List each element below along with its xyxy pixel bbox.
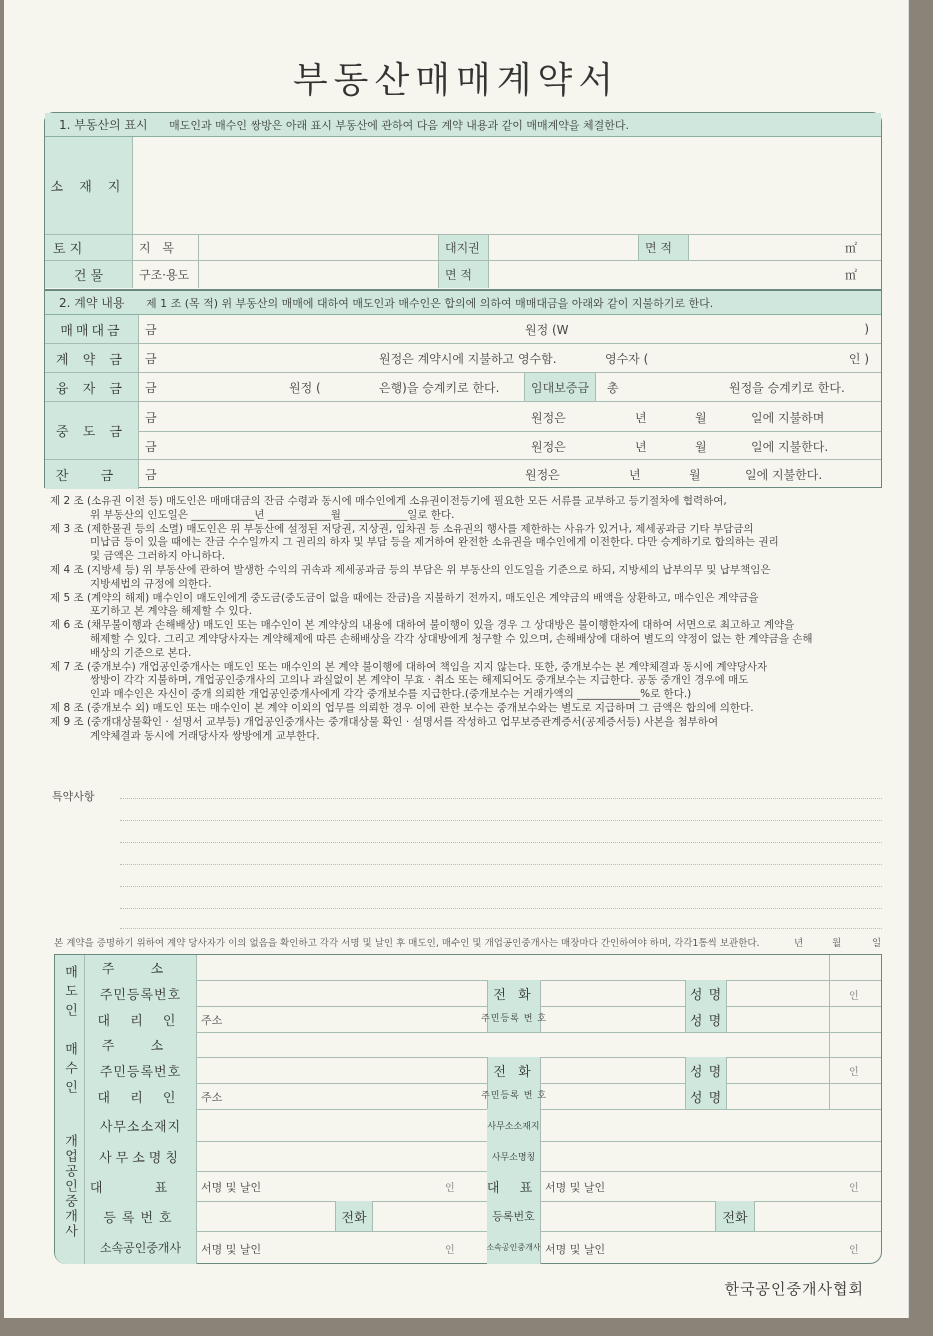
signing-note-text: 본 계약을 증명하기 위하여 계약 당사자가 이의 없음을 확인하고 각각 서명 및 날인 후 매도인, 매수인 및 개업공인중개사는 매장마다 간인하여야 하며, 각각1통씩 보관한다. <box>54 938 760 949</box>
land-area-field[interactable] <box>689 235 881 260</box>
contract-section-header <box>45 291 881 315</box>
article-line: 배상의 기준으로 본다. <box>90 646 192 659</box>
loan-label: 융 자 금 <box>45 373 139 401</box>
signature-table <box>54 954 882 1264</box>
balance-geum: 금 <box>145 468 157 482</box>
middle1-wonjeong: 원정은 <box>531 411 566 425</box>
middle2-day: 일에 지불한다. <box>751 440 829 454</box>
article-4 <box>50 564 890 592</box>
article-line: 인과 매수인은 자신이 중개 의뢰한 개업공인중개사에게 각각 중개보수를 지급한다.(중개보수는 거래가액의 ____________%로 한다.) <box>90 688 692 701</box>
agent-affiliated-seal[interactable]: 인 <box>445 1245 455 1256</box>
price-close-paren: ) <box>864 322 869 336</box>
article-line: 계약체결과 동시에 거래당사자 쌍방에게 교부한다. <box>90 729 320 742</box>
location-field[interactable] <box>133 137 881 234</box>
loan-row <box>45 373 881 402</box>
article-5 <box>50 592 890 620</box>
agent2-affiliated-sign: 서명 및 날인 <box>545 1243 606 1256</box>
article-3 <box>50 523 890 564</box>
land-area-unit: ㎡ <box>844 241 857 255</box>
balance-day: 일에 지불한다. <box>745 468 823 482</box>
agent-affiliated-label: 소속공인중개사 <box>85 1231 197 1264</box>
middle1-year: 년 <box>635 411 647 425</box>
agent2-tel-label: 전화 <box>715 1201 755 1231</box>
seller-group-label <box>55 955 85 1032</box>
middle-payment-row <box>45 402 881 460</box>
agent-rep-label: 대 표 <box>85 1171 197 1201</box>
deposit-field[interactable] <box>139 344 881 372</box>
article-line: 제 9 조 (중개대상물확인 · 설명서 교부등) 개업공인중개사는 중개대상물 확인 · 설명서를 작성하고 업무보증관계증서(공제증서등) 사본을 첨부하여 <box>50 715 719 728</box>
building-area-field[interactable] <box>489 261 881 288</box>
document-title: 부동산매매계약서 <box>292 60 620 101</box>
special-line[interactable] <box>120 886 882 887</box>
seller-id-label: 주민등록번호 <box>85 980 197 1006</box>
buyer-proxy-address: 주소 <box>201 1091 223 1104</box>
date-day: 일 <box>872 938 882 949</box>
contract-articles <box>50 495 890 743</box>
structure-field[interactable] <box>199 261 439 288</box>
agent2-rep-seal[interactable]: 인 <box>849 1183 859 1194</box>
price-row <box>45 315 881 344</box>
agent2-affiliated-label: 소속공인중개사 <box>487 1231 541 1264</box>
publisher-footer: 한국공인중개사협회 <box>724 1280 864 1298</box>
article-line: 포기하고 본 계약을 해제할 수 있다. <box>90 605 253 618</box>
land-label <box>45 235 133 260</box>
land-row <box>45 235 881 261</box>
price-field[interactable] <box>139 315 881 343</box>
loan-bank: 은행)을 승계키로 한다. <box>379 380 500 395</box>
balance-label: 잔 금 <box>45 460 139 489</box>
seller-proxy-name-label: 성 명 <box>685 1006 727 1032</box>
seller-proxy-id-label: 주민등록 번 호 <box>487 1006 541 1032</box>
special-line[interactable] <box>120 820 882 821</box>
agent-label: 개업공인중개사 <box>62 1134 77 1239</box>
balance-month: 월 <box>689 468 701 482</box>
section1-intro: 매도인과 매수인 쌍방은 아래 표시 부동산에 관하여 다음 계약 내용과 같이 매매계약을 체결한다. <box>169 119 630 132</box>
contract-paper <box>4 0 909 1318</box>
article-line: 지방세법의 규정에 의한다. <box>90 577 212 590</box>
article-line: 쌍방이 각각 지불하며, 개업공인중개사의 고의나 과실없이 본 계약이 무효 · 취소 또는 해제되어도 중개보수는 지급한다. 공동 중개인 경우에 매도 <box>90 674 749 687</box>
article-line: 제 3 조 (제한물권 등의 소멸) 매도인은 위 부동산에 설정된 저당권, 지상권, 임차권 등 소유권의 행사를 제한하는 사유가 있거나, 제세공과금 기타 부담금의 <box>50 522 754 535</box>
middle2-wonjeong: 원정은 <box>531 440 566 454</box>
deposit-text: 원정은 계약시에 지불하고 영수함. <box>379 351 557 366</box>
contract-section <box>44 290 882 488</box>
property-section-header <box>45 113 881 137</box>
agent2-office-name-label: 사무소명칭 <box>487 1141 541 1171</box>
deposit-seal: 인 ) <box>848 351 869 366</box>
article-line: 제 6 조 (채무불이행과 손해배상) 매도인 또는 매수인이 본 계약상의 내용에 대하여 불이행이 있을 경우 그 상대방은 불이행한자에 대하여 서면으로 최고하고 계약을 <box>50 619 795 632</box>
article-line: 위 부동산의 인도일은 ____________년 ____________월 ____________일로 한다. <box>90 508 455 521</box>
article-6 <box>50 619 890 660</box>
building-area-unit: ㎡ <box>844 268 857 282</box>
lease-label: 임대보증금 <box>524 373 596 401</box>
agent-rep-seal[interactable]: 인 <box>445 1183 455 1194</box>
seller-proxy-label: 대 리 인 <box>85 1006 197 1032</box>
special-terms <box>52 788 882 804</box>
lease-text: 원정을 승계키로 한다. <box>729 380 845 395</box>
seller-address-label: 주 소 <box>85 955 197 980</box>
deposit-row <box>45 344 881 373</box>
buyer-proxy-name-label: 성 명 <box>685 1083 727 1109</box>
lease-chong: 총 <box>607 380 619 395</box>
seller-seal[interactable]: 인 <box>849 991 859 1002</box>
middle1-day: 일에 지불하며 <box>751 411 825 425</box>
article-line: 제 4 조 (지방세 등) 위 부동산에 관하여 발생한 수익의 귀속과 제세공과금 등의 부담은 위 부동산의 인도일을 기준으로 하되, 지방세의 납부의무 및 납부책임은 <box>50 563 771 576</box>
agent-group-label <box>55 1109 85 1264</box>
price-label: 매매대금 <box>45 315 139 343</box>
article-line: 제 8 조 (중개보수 외) 매도인 또는 매수인이 본 계약 이외의 업무를 의뢰한 경우 이에 관한 보수는 중개보수와는 별도로 지급하며 그 금액은 합의에 의한다. <box>50 701 754 714</box>
agent-tel-label: 전화 <box>335 1201 373 1231</box>
land-right-label: 대지권 <box>439 235 489 260</box>
article-1: 제 1 조 (목 적) 위 부동산의 매매에 대하여 매도인과 매수인은 합의에 의하여 매매대금을 아래와 같이 지불하기로 한다. <box>145 297 714 310</box>
article-9 <box>50 716 890 744</box>
location-label: 소 재 지 <box>45 137 133 234</box>
article-7 <box>50 661 890 702</box>
building-area-label: 면 적 <box>439 261 489 288</box>
property-section <box>44 112 882 290</box>
land-label-text: 토 지 <box>53 242 83 257</box>
special-terms-label: 특약사항 <box>52 790 95 803</box>
loan-won: 원정 ( <box>289 380 321 395</box>
agent2-rep-sign: 서명 및 날인 <box>545 1181 606 1194</box>
buyer-phone-label: 전 화 <box>487 1057 541 1083</box>
article-line: 제 2 조 (소유권 이전 등) 매도인은 매매대금의 잔금 수령과 동시에 매수인에게 소유권이전등기에 필요한 모든 서류를 교부하고 등기절차에 협력하여, <box>50 495 727 507</box>
price-won-w: 원정 (W <box>525 322 569 337</box>
deposit-geum: 금 <box>145 351 157 366</box>
land-type-field[interactable] <box>199 235 439 260</box>
land-area-label: 면 적 <box>639 235 689 260</box>
location-row <box>45 137 881 235</box>
middle2-month: 월 <box>695 440 707 454</box>
section1-title: 1. 부동산의 표시 <box>59 118 148 132</box>
date-month: 월 <box>832 938 842 949</box>
section2-title: 2. 계약 내용 <box>59 296 125 310</box>
special-line[interactable] <box>120 842 882 843</box>
signing-note <box>54 935 884 949</box>
middle1-geum: 금 <box>145 411 157 425</box>
article-line: 제 5 조 (계약의 해제) 매수인이 매도인에게 중도금(중도금이 없을 때에는 잔금)을 지불하기 전까지, 매도인은 계약금의 배액을 상환하고, 매수인은 계약금을 <box>50 591 759 604</box>
special-line[interactable] <box>120 908 882 909</box>
middle2-year: 년 <box>635 440 647 454</box>
loan-geum: 금 <box>145 380 157 395</box>
buyer-id-label: 주민등록번호 <box>85 1057 197 1083</box>
balance-field[interactable] <box>139 460 881 489</box>
seller-name-label: 성 명 <box>685 980 727 1006</box>
agent2-affiliated-seal[interactable]: 인 <box>849 1245 859 1256</box>
buyer-seal[interactable]: 인 <box>849 1067 859 1078</box>
seller-label: 매도인 <box>62 965 77 1022</box>
agent-office-location-label: 사무소소재지 <box>85 1109 197 1141</box>
building-label: 건 물 <box>45 261 133 288</box>
buyer-name-label: 성 명 <box>685 1057 727 1083</box>
special-line[interactable] <box>120 798 882 799</box>
agent-office-name-label: 사무소명칭 <box>85 1141 197 1171</box>
article-line: 및 금액은 그러하지 아니하다. <box>90 550 226 563</box>
agent-rep-sign: 서명 및 날인 <box>201 1181 262 1194</box>
land-right-field[interactable] <box>489 235 639 260</box>
buyer-group-label <box>55 1032 85 1109</box>
buyer-proxy-id-label: 주민등록 번 호 <box>487 1083 541 1109</box>
balance-wonjeong: 원정은 <box>525 468 560 482</box>
balance-year: 년 <box>629 468 641 482</box>
middle-label: 중 도 금 <box>45 402 139 459</box>
article-line: 미납금 등이 있을 때에는 잔금 수수일까지 그 권리의 하자 및 부담 등을 제거하여 완전한 소유권을 매수인에게 이전한다. 다만 승계하기로 합의하는 권리 <box>90 536 779 549</box>
seller-phone-label: 전 화 <box>487 980 541 1006</box>
agent2-rep-label: 대 표 <box>487 1171 541 1201</box>
land-type-label: 지 목 <box>133 235 199 260</box>
structure-label: 구조·용도 <box>133 261 199 288</box>
middle2-geum: 금 <box>145 440 157 454</box>
special-line[interactable] <box>120 928 882 929</box>
article-2 <box>50 495 890 523</box>
middle-field[interactable] <box>139 402 881 459</box>
special-line[interactable] <box>120 864 882 865</box>
loan-field[interactable] <box>139 373 881 401</box>
deposit-receiver: 영수자 ( <box>605 351 649 366</box>
buyer-address-label: 주 소 <box>85 1032 197 1057</box>
balance-row <box>45 460 881 489</box>
agent2-reg-label: 등록번호 <box>487 1201 541 1231</box>
buyer-proxy-label: 대 리 인 <box>85 1083 197 1109</box>
article-8 <box>50 702 890 716</box>
date-year: 년 <box>794 938 804 949</box>
article-line: 제 7 조 (중개보수) 개업공인중개사는 매도인 또는 매수인의 본 계약 불이행에 대하여 책임을 지지 않는다. 또한, 중개보수는 본 계약체결과 동시에 계약당사자 <box>50 660 768 673</box>
agent2-office-location-label: 사무소소재지 <box>487 1109 541 1141</box>
middle1-month: 월 <box>695 411 707 425</box>
building-row <box>45 261 881 288</box>
agent-affiliated-sign: 서명 및 날인 <box>201 1243 262 1256</box>
price-geum: 금 <box>145 322 157 337</box>
buyer-label: 매수인 <box>62 1042 77 1099</box>
seller-proxy-address: 주소 <box>201 1014 223 1027</box>
agent-reg-label: 등록번호 <box>85 1201 197 1231</box>
article-line: 해제할 수 있다. 그리고 계약당사자는 계약해제에 따른 손해배상을 각각 상대방에게 청구할 수 있으며, 손해배상에 대하여 별도의 약정이 없는 한 계약금을 손해 <box>90 632 813 645</box>
deposit-label: 계 약 금 <box>45 344 139 372</box>
